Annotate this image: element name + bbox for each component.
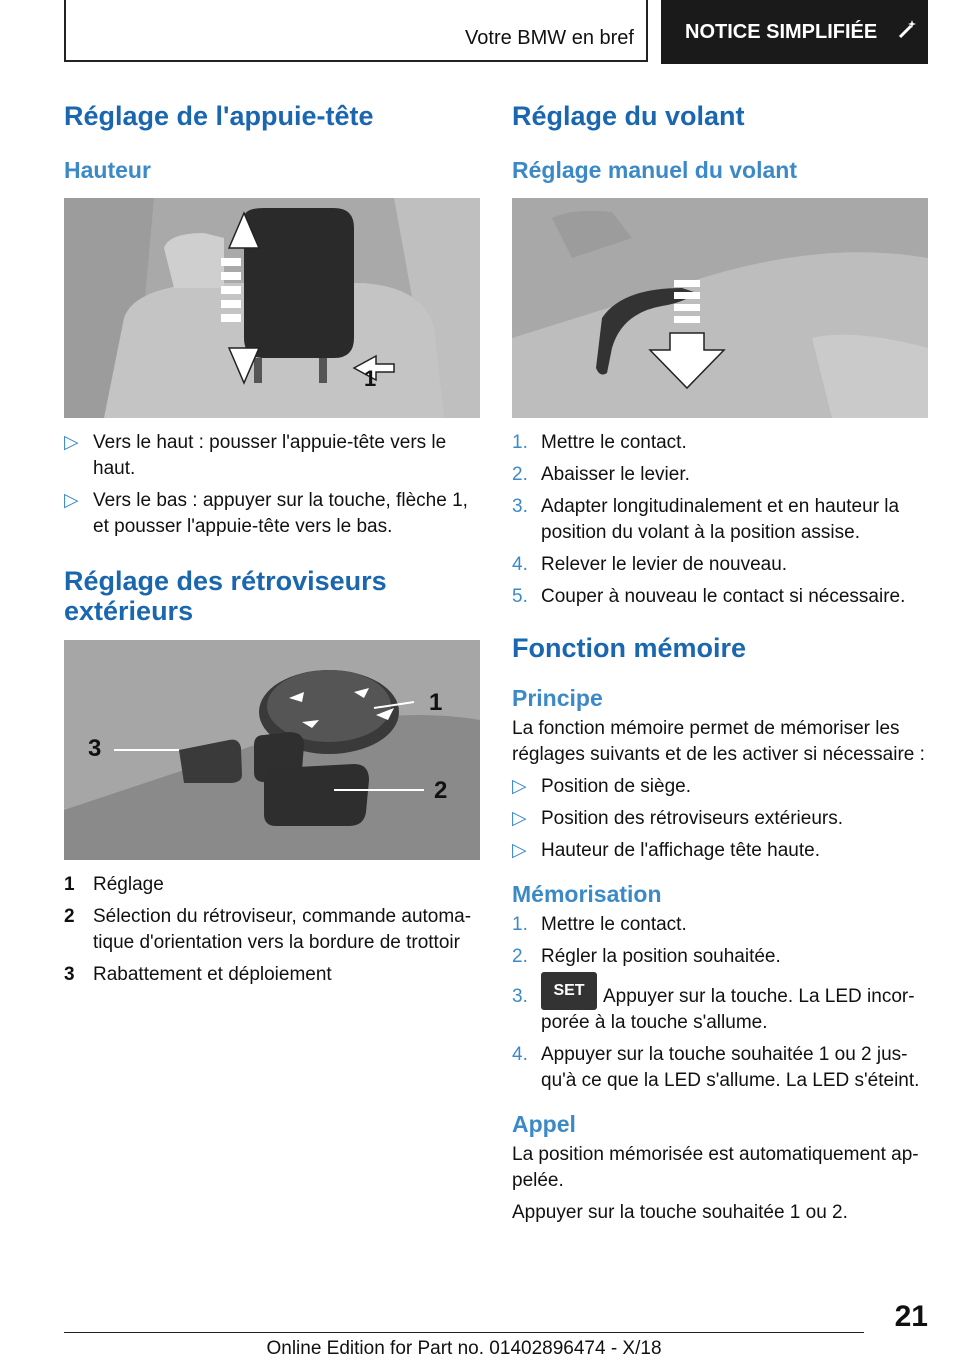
triangle-bullet-icon: ▷ (512, 808, 527, 829)
triangle-bullet-icon: ▷ (64, 432, 79, 453)
triangle-bullet-icon: ▷ (512, 840, 527, 861)
header-chapter (661, 0, 928, 64)
section-title-mirrors: Réglage des rétroviseurs extérieurs (64, 566, 387, 626)
section-title-memory: Fonction mémoire (512, 633, 747, 663)
footer-edition: Online Edition for Part no. 01402896474 - X/18 (266, 1338, 662, 1359)
subsection-title-manual-steering: Réglage manuel du volant (512, 157, 797, 183)
list-item: 2. Abaisser le levier. (512, 464, 690, 485)
list-item: ▷ Vers le bas : appuyer sur la touche, flèche 1, et pousser l'appuie-tête vers le bas. (64, 490, 468, 537)
subsection-title-height: Hauteur (64, 157, 151, 183)
list-item: 3. Adapter longitudinalement et en hauteur la position du volant à la position assise. (512, 496, 900, 543)
page-number: 21 (894, 1300, 928, 1333)
left-column (64, 100, 480, 994)
triangle-bullet-icon: ▷ (64, 490, 79, 511)
header-section-title: Votre BMW en bref (465, 27, 634, 49)
mirror-legend (64, 872, 480, 988)
list-item: 1. Mettre le contact. (512, 914, 687, 935)
memorization-steps (512, 912, 928, 1094)
recall-text-2: Appuyer sur la touche souhaitée 1 ou 2. (512, 1202, 848, 1224)
right-column (512, 100, 928, 1226)
list-item: ▷ Position de siège. (512, 774, 928, 800)
subsection-title-principle: Principe (512, 685, 603, 711)
list-item: 4. Appuyer sur la touche souhaitée 1 ou 2 jus-qu'à ce que la LED s'allume. La LED s'éteint. (512, 1044, 920, 1092)
subsection-title-recall: Appel (512, 1111, 576, 1138)
list-item: 2. Régler la position souhaitée. (512, 946, 781, 967)
recall-text-1: La position mémorisée est automatiquement ap-pelée. (512, 1144, 919, 1192)
subsection-title-memorization: Mémorisation (512, 881, 662, 907)
footer-rule (64, 1332, 864, 1333)
set-button-icon: SET (541, 972, 597, 1010)
mirror-callout-3: 3 (88, 735, 102, 762)
principle-text: La fonction mémoire permet de mémoriser les réglages suivants et de les activer si nécessaire : (512, 718, 925, 765)
list-item: 2 Sélection du rétroviseur, commande automa-tique d'orientation vers la bordure de trottoir (64, 906, 472, 953)
list-item: 1. Mettre le contact. (512, 432, 687, 453)
section-title-headrest: Réglage de l'appuie-tête (64, 101, 374, 131)
wand-icon (897, 18, 919, 46)
headrest-instructions (64, 430, 480, 540)
list-item: ▷ Position des rétroviseurs extérieurs. (512, 806, 928, 832)
list-item: 3. SET Appuyer sur la touche. La LED incor-porée à la touche s'allume. (512, 984, 928, 1036)
headrest-illustration (64, 198, 480, 418)
header-section-box (64, 0, 648, 62)
steering-lever-illustration (512, 198, 928, 418)
list-item: 3 Rabattement et déploiement (64, 964, 332, 985)
list-item: 1 Réglage (64, 874, 164, 895)
page-header (64, 0, 928, 64)
list-item: ▷ Vers le haut : pousser l'appuie-tête vers le haut. (64, 432, 447, 479)
mirror-callout-1: 1 (429, 689, 443, 716)
steering-steps (512, 430, 928, 610)
list-item: 5. Couper à nouveau le contact si nécessaire. (512, 586, 906, 607)
principle-bullets (512, 774, 928, 864)
mirror-switch-illustration (64, 640, 480, 860)
mirror-callout-2: 2 (434, 777, 448, 804)
list-item: ▷ Hauteur de l'affichage tête haute. (512, 838, 928, 864)
section-title-steering: Réglage du volant (512, 101, 745, 131)
header-chapter-title: NOTICE SIMPLIFIÉE (685, 20, 878, 43)
headrest-callout-1: 1 (364, 366, 377, 391)
list-item: 4. Relever le levier de nouveau. (512, 554, 788, 575)
triangle-bullet-icon: ▷ (512, 776, 527, 797)
